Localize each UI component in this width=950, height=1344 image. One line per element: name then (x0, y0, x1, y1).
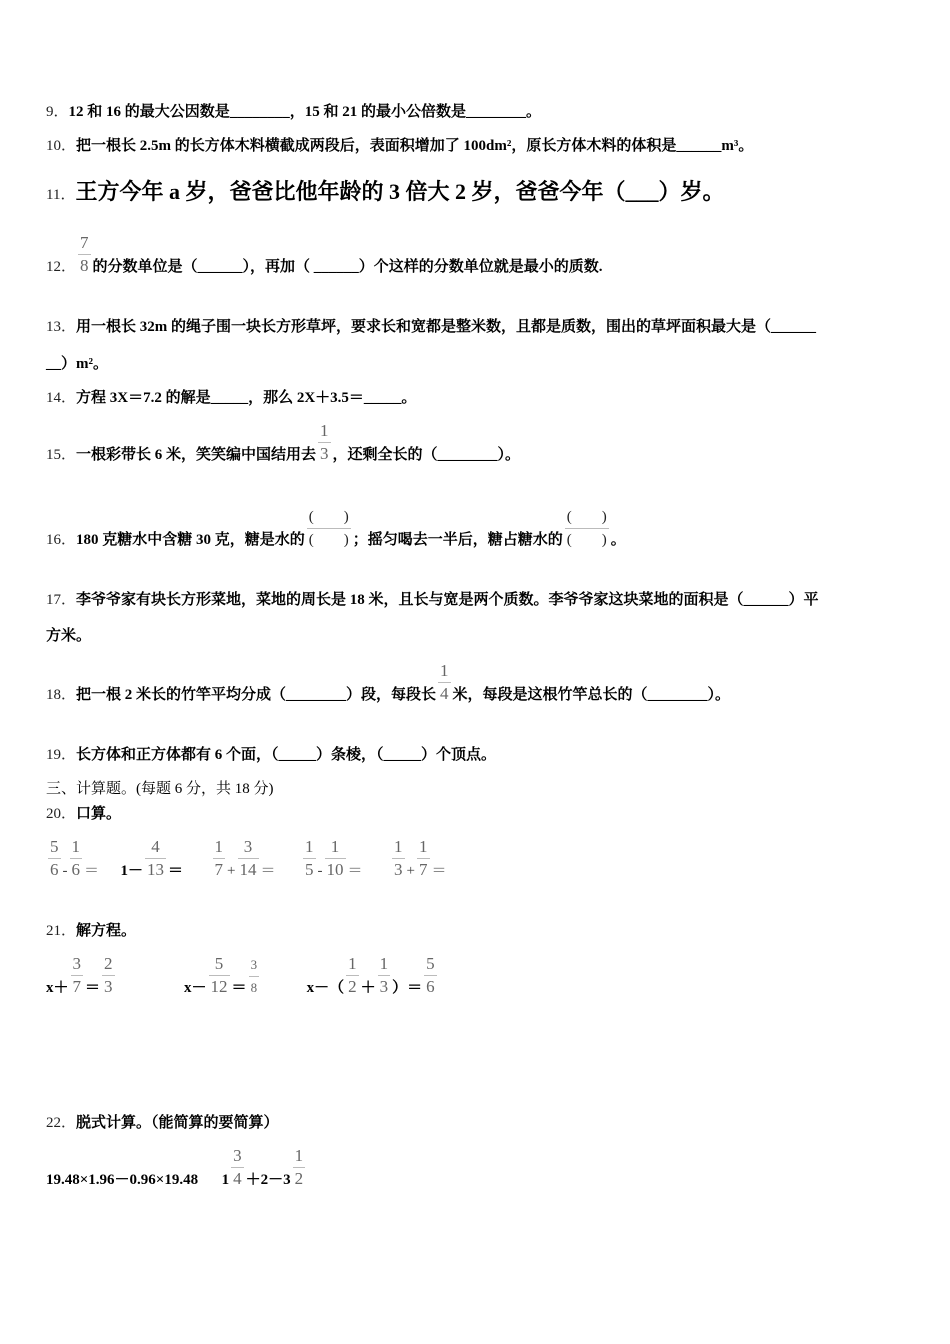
fraction (424, 953, 437, 998)
question-14 (46, 388, 416, 408)
calc-item (390, 837, 447, 879)
numerator: 5 (48, 836, 61, 859)
question-number: 10． (46, 138, 77, 154)
math-text: ＝ (85, 980, 101, 996)
fraction (303, 836, 316, 881)
numerator: 3 (238, 836, 259, 859)
question-11 (46, 178, 724, 209)
fraction (70, 836, 83, 881)
numerator: 3 (231, 1145, 244, 1168)
oral-calc-row (46, 836, 447, 881)
fraction (48, 836, 61, 881)
question-number: 16． (46, 532, 77, 548)
equation-3 (306, 954, 439, 996)
question-number: 19． (46, 747, 77, 763)
numerator: ( ) (565, 506, 609, 529)
question-text: 一根彩带长 6 米，笑笑编中国结用去 (76, 447, 317, 463)
question-text: 把一根 2 米长的竹竿平均分成（________）段，每段长 (76, 687, 437, 703)
numerator: 1 (213, 836, 226, 859)
question-19 (46, 745, 496, 765)
section-heading: 三、计算题。(每题 6 分，共 18 分) (46, 781, 274, 797)
question-text: 脱式计算。（能简算的要简算） (76, 1115, 279, 1131)
math-text: - (317, 863, 323, 879)
numerator: 3 (249, 954, 260, 977)
denominator: 7 (419, 860, 428, 879)
expression-row (46, 1145, 307, 1190)
math-text: x－（ (306, 980, 345, 996)
fraction (392, 836, 405, 881)
question-number: 14． (46, 390, 77, 406)
math-text: 1 (221, 1172, 230, 1188)
numerator: 7 (78, 232, 91, 255)
question-text: 李爷爷家有块长方形菜地，菜地的周长是 18 米，且长与宽是两个质数。李爷爷家这块菜地的面积是（______）平 (76, 592, 819, 608)
question-number: 15． (46, 447, 77, 463)
fraction (78, 232, 91, 277)
denominator: 12 (210, 977, 228, 996)
expression-1: 19.48×1.96－0.96×19.48 (46, 1172, 199, 1188)
denominator: 6 (426, 977, 435, 996)
math-text: ＝ (231, 980, 247, 996)
denominator: 14 (239, 860, 257, 879)
blank-fraction (565, 506, 609, 551)
fraction (438, 660, 451, 705)
numerator: ( ) (307, 506, 351, 529)
question-17-continued (46, 626, 91, 646)
calc-item (301, 837, 363, 879)
math-text: x－ (184, 980, 207, 996)
question-9 (46, 102, 541, 122)
math-text: ＝ (84, 863, 100, 879)
question-number: 22． (46, 1115, 77, 1131)
fraction (231, 1145, 244, 1190)
math-text: + (227, 863, 236, 879)
question-21 (46, 921, 136, 941)
question-number: 12． (46, 259, 77, 275)
numerator: 1 (438, 660, 451, 683)
question-number: 21． (46, 923, 77, 939)
fraction (417, 836, 430, 881)
question-number: 11． (46, 187, 76, 203)
question-text: 方程 3X＝7.2 的解是_____，那么 2X＋3.5＝_____。 (76, 390, 417, 406)
fraction (325, 836, 346, 881)
fraction (209, 953, 230, 998)
question-number: 17． (46, 592, 77, 608)
question-15 (46, 420, 520, 465)
question-text: 方米。 (46, 628, 92, 644)
question-text: 长方体和正方体都有 6 个面，（_____）条棱，（_____）个顶点。 (76, 747, 497, 763)
question-text: 180 克糖水中含糖 30 克，糖是水的 (76, 532, 305, 548)
denominator: 4 (233, 1169, 242, 1188)
question-17 (46, 590, 819, 610)
numerator: 5 (424, 953, 437, 976)
math-text: ＋2－3 (245, 1172, 291, 1188)
question-20 (46, 804, 121, 824)
math-text: - (62, 863, 68, 879)
fraction (378, 953, 391, 998)
denominator: 3 (320, 444, 329, 463)
fraction (145, 836, 166, 881)
denominator: 3 (379, 977, 389, 996)
denominator: 3 (394, 860, 403, 879)
numerator: 1 (293, 1145, 306, 1168)
denominator: 7 (214, 860, 224, 879)
denominator: 7 (72, 977, 82, 996)
equation-1 (46, 954, 117, 996)
question-13 (46, 317, 816, 337)
denominator: 10 (326, 860, 344, 879)
denominator: 13 (147, 860, 165, 879)
math-text: ）＝ (392, 980, 423, 996)
question-text: 12 和 16 的最大公因数是________，15 和 21 的最小公倍数是________。 (68, 104, 542, 120)
fraction (71, 953, 84, 998)
math-text: ＝ (168, 863, 184, 879)
denominator: 8 (250, 980, 258, 995)
question-text: 解方程。 (76, 923, 137, 939)
numerator: 1 (346, 953, 359, 976)
numerator: 3 (71, 953, 84, 976)
blank-fraction (307, 506, 351, 551)
denominator: 6 (71, 860, 80, 879)
question-12 (46, 232, 603, 277)
calc-item (211, 837, 276, 879)
numerator: 1 (392, 836, 405, 859)
math-text: ＝ (347, 863, 363, 879)
numerator: 1 (325, 836, 346, 859)
question-22 (46, 1113, 279, 1133)
numerator: 1 (378, 953, 391, 976)
question-number: 13． (46, 319, 77, 335)
fraction (102, 953, 115, 998)
denominator: 5 (305, 860, 314, 879)
math-text: ＝ (260, 863, 276, 879)
numerator: 1 (70, 836, 83, 859)
question-10 (46, 136, 753, 156)
fraction (238, 836, 259, 881)
math-text: + (406, 863, 416, 879)
question-number: 20． (46, 806, 77, 822)
denominator: 8 (80, 256, 89, 275)
question-18 (46, 660, 730, 705)
numerator: 5 (209, 953, 230, 976)
numerator: 2 (102, 953, 115, 976)
denominator: ( ) (308, 532, 349, 548)
math-text: ＝ (431, 863, 447, 879)
question-text: __）m²。 (46, 356, 108, 372)
fraction (318, 420, 331, 465)
denominator: 2 (294, 1169, 304, 1188)
equation-2 (184, 954, 261, 996)
numerator: 1 (417, 836, 430, 859)
question-text: 口算。 (76, 806, 122, 822)
numerator: 4 (145, 836, 166, 859)
math-text: 1－ (120, 863, 144, 879)
fraction (249, 954, 260, 999)
expression-2 (221, 1146, 308, 1188)
question-text: 米，每段是这根竹竿总长的（________）。 (452, 687, 731, 703)
question-text: 。 (610, 532, 626, 548)
numerator: 1 (303, 836, 316, 859)
question-text: 用一根长 32m 的绳子围一块长方形草坪，要求长和宽都是整米数，且都是质数，围出的草坪面积最大是（______ (76, 319, 817, 335)
calc-item (46, 837, 100, 879)
question-text: 的分数单位是（______），再加（ ______）个这样的分数单位就是最小的质数. (92, 259, 603, 275)
question-text: 王方今年 a 岁，爸爸比他年龄的 3 倍大 2 岁，爸爸今年（___）岁。 (75, 179, 725, 204)
calc-item (120, 837, 184, 879)
question-13-continued (46, 354, 108, 374)
question-number: 9． (46, 104, 69, 120)
question-text: ；摇匀喝去一半后，糖占糖水的 (352, 532, 563, 548)
math-text: x＋ (46, 980, 69, 996)
math-text: ＋ (360, 980, 376, 996)
equation-row (46, 953, 439, 999)
denominator: 6 (50, 860, 59, 879)
question-text: 把一根长 2.5m 的长方体木料横截成两段后，表面积增加了 100dm²，原长方体木料的体积是______m³。 (76, 138, 754, 154)
question-text: ，还剩全长的（________）。 (332, 447, 521, 463)
numerator: 1 (318, 420, 331, 443)
denominator: ( ) (566, 532, 607, 548)
fraction (213, 836, 226, 881)
question-number: 18． (46, 687, 77, 703)
fraction (293, 1145, 306, 1190)
denominator: 4 (440, 684, 449, 703)
question-16 (46, 506, 626, 551)
denominator: 2 (348, 977, 357, 996)
denominator: 3 (104, 977, 113, 996)
fraction (346, 953, 359, 998)
